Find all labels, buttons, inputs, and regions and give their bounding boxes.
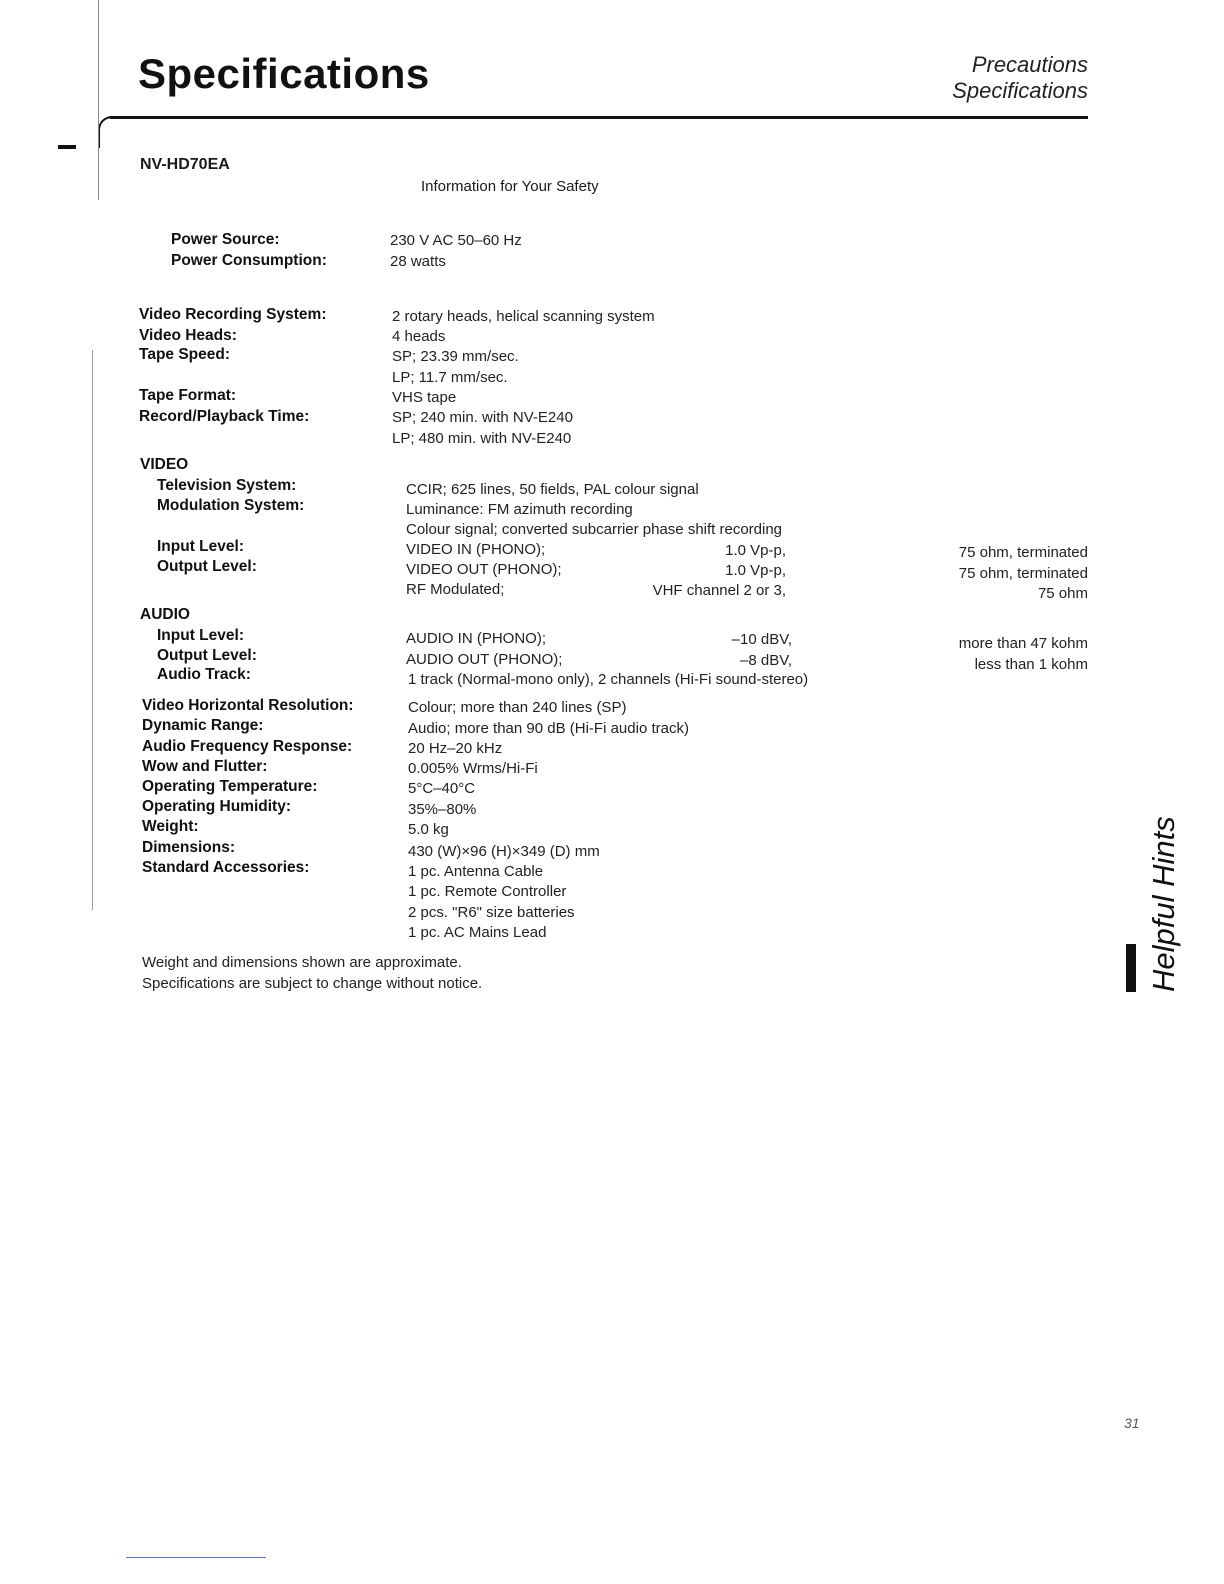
video-heading: VIDEO (140, 456, 189, 473)
binder-margin-line-lower (92, 350, 93, 910)
audio-input-level: –10 dBV, (731, 631, 792, 648)
record-time-lp: LP; 480 min. with NV-E240 (392, 430, 572, 447)
record-time-label: Record/Playback Time: (139, 408, 310, 425)
video-heads-value: 4 heads (392, 328, 446, 345)
video-output-termination: 75 ohm, terminated (958, 565, 1088, 582)
power-source-value: 230 V AC 50–60 Hz (390, 232, 522, 249)
audio-input-label: Input Level: (157, 627, 244, 644)
tv-system-label: Television System: (157, 477, 297, 494)
wow-flutter-label: Wow and Flutter: (142, 758, 268, 775)
audio-track-label: Audio Track: (157, 666, 251, 683)
video-input-port: VIDEO IN (PHONO); (406, 541, 546, 558)
video-output-port: VIDEO OUT (PHONO); (406, 561, 562, 578)
audio-heading: AUDIO (140, 606, 190, 623)
video-output-level: 1.0 Vp-p, (725, 562, 786, 579)
video-input-termination: 75 ohm, terminated (958, 544, 1088, 561)
dynamic-range-value: Audio; more than 90 dB (Hi-Fi audio track) (408, 720, 689, 737)
accessory-item: 1 pc. AC Mains Lead (408, 924, 547, 941)
side-tab-marker (1126, 944, 1136, 992)
note-approximate: Weight and dimensions shown are approximate. (142, 954, 462, 971)
rf-modulated-level: VHF channel 2 or 3, (652, 582, 786, 599)
page-title: Specifications (138, 50, 430, 97)
power-consumption-value: 28 watts (390, 253, 446, 270)
accessory-item: 2 pcs. "R6" size batteries (408, 904, 575, 921)
modulation-luminance: Luminance: FM azimuth recording (406, 501, 633, 518)
audio-output-level: –8 dBV, (740, 652, 792, 669)
video-output-label: Output Level: (157, 558, 257, 575)
footer-line (126, 1557, 266, 1558)
side-tab-label: Helpful Hints (1146, 816, 1181, 992)
note-subject-to-change: Specifications are subject to change without notice. (142, 975, 483, 992)
power-consumption-label: Power Consumption: (171, 252, 327, 269)
margin-dash (58, 145, 76, 149)
tv-system-value: CCIR; 625 lines, 50 fields, PAL colour signal (406, 481, 699, 498)
modulation-colour: Colour signal; converted subcarrier phase shift recording (406, 521, 783, 538)
weight-value: 5.0 kg (408, 821, 449, 838)
resolution-value: Colour; more than 240 lines (SP) (408, 699, 627, 716)
tape-speed-sp: SP; 23.39 mm/sec. (392, 348, 519, 365)
operating-temperature-label: Operating Temperature: (142, 778, 318, 795)
tape-format-label: Tape Format: (139, 387, 237, 404)
accessory-item: 1 pc. Antenna Cable (408, 863, 544, 880)
audio-track-value: 1 track (Normal-mono only), 2 channels (Hi-Fi sound-stereo) (408, 671, 809, 688)
breadcrumb-precautions: Precautions (971, 52, 1088, 77)
model-number: NV-HD70EA (140, 156, 230, 173)
freq-response-label: Audio Frequency Response: (142, 738, 353, 755)
accessories-label: Standard Accessories: (142, 859, 310, 876)
video-heads-label: Video Heads: (139, 327, 237, 344)
dimensions-value: 430 (W)×96 (H)×349 (D) mm (408, 843, 600, 860)
record-time-sp: SP; 240 min. with NV-E240 (392, 409, 573, 426)
breadcrumb-specifications: Specifications (952, 78, 1088, 103)
binder-margin-line (98, 0, 99, 200)
modulation-label: Modulation System: (157, 497, 305, 514)
weight-label: Weight: (142, 818, 199, 835)
recording-system-label: Video Recording System: (139, 306, 327, 323)
operating-humidity-value: 35%–80% (408, 801, 477, 818)
recording-system-value: 2 rotary heads, helical scanning system (392, 308, 655, 325)
audio-input-port: AUDIO IN (PHONO); (406, 630, 547, 647)
dimensions-label: Dimensions: (142, 839, 236, 856)
tape-speed-label: Tape Speed: (139, 346, 231, 363)
tape-format-value: VHS tape (392, 389, 457, 406)
operating-humidity-label: Operating Humidity: (142, 798, 291, 815)
safety-title: Information for Your Safety (421, 178, 599, 195)
rf-modulated-impedance: 75 ohm (1037, 585, 1088, 602)
audio-output-label: Output Level: (157, 647, 257, 664)
header-rule-corner (98, 116, 118, 148)
tape-speed-lp: LP; 11.7 mm/sec. (392, 369, 508, 386)
power-source-label: Power Source: (171, 231, 280, 248)
audio-output-port: AUDIO OUT (PHONO); (406, 651, 563, 668)
video-input-label: Input Level: (157, 538, 244, 555)
rf-modulated-port: RF Modulated; (406, 581, 505, 598)
page-number: 31 (1124, 1415, 1140, 1431)
video-input-level: 1.0 Vp-p, (725, 542, 786, 559)
operating-temperature-value: 5°C–40°C (408, 780, 476, 797)
audio-output-impedance: less than 1 kohm (974, 656, 1088, 673)
freq-response-value: 20 Hz–20 kHz (408, 740, 503, 757)
accessory-item: 1 pc. Remote Controller (408, 883, 567, 900)
header-rule (110, 116, 1088, 119)
dynamic-range-label: Dynamic Range: (142, 717, 264, 734)
resolution-label: Video Horizontal Resolution: (142, 697, 354, 714)
audio-input-impedance: more than 47 kohm (958, 635, 1088, 652)
wow-flutter-value: 0.005% Wrms/Hi-Fi (408, 760, 538, 777)
